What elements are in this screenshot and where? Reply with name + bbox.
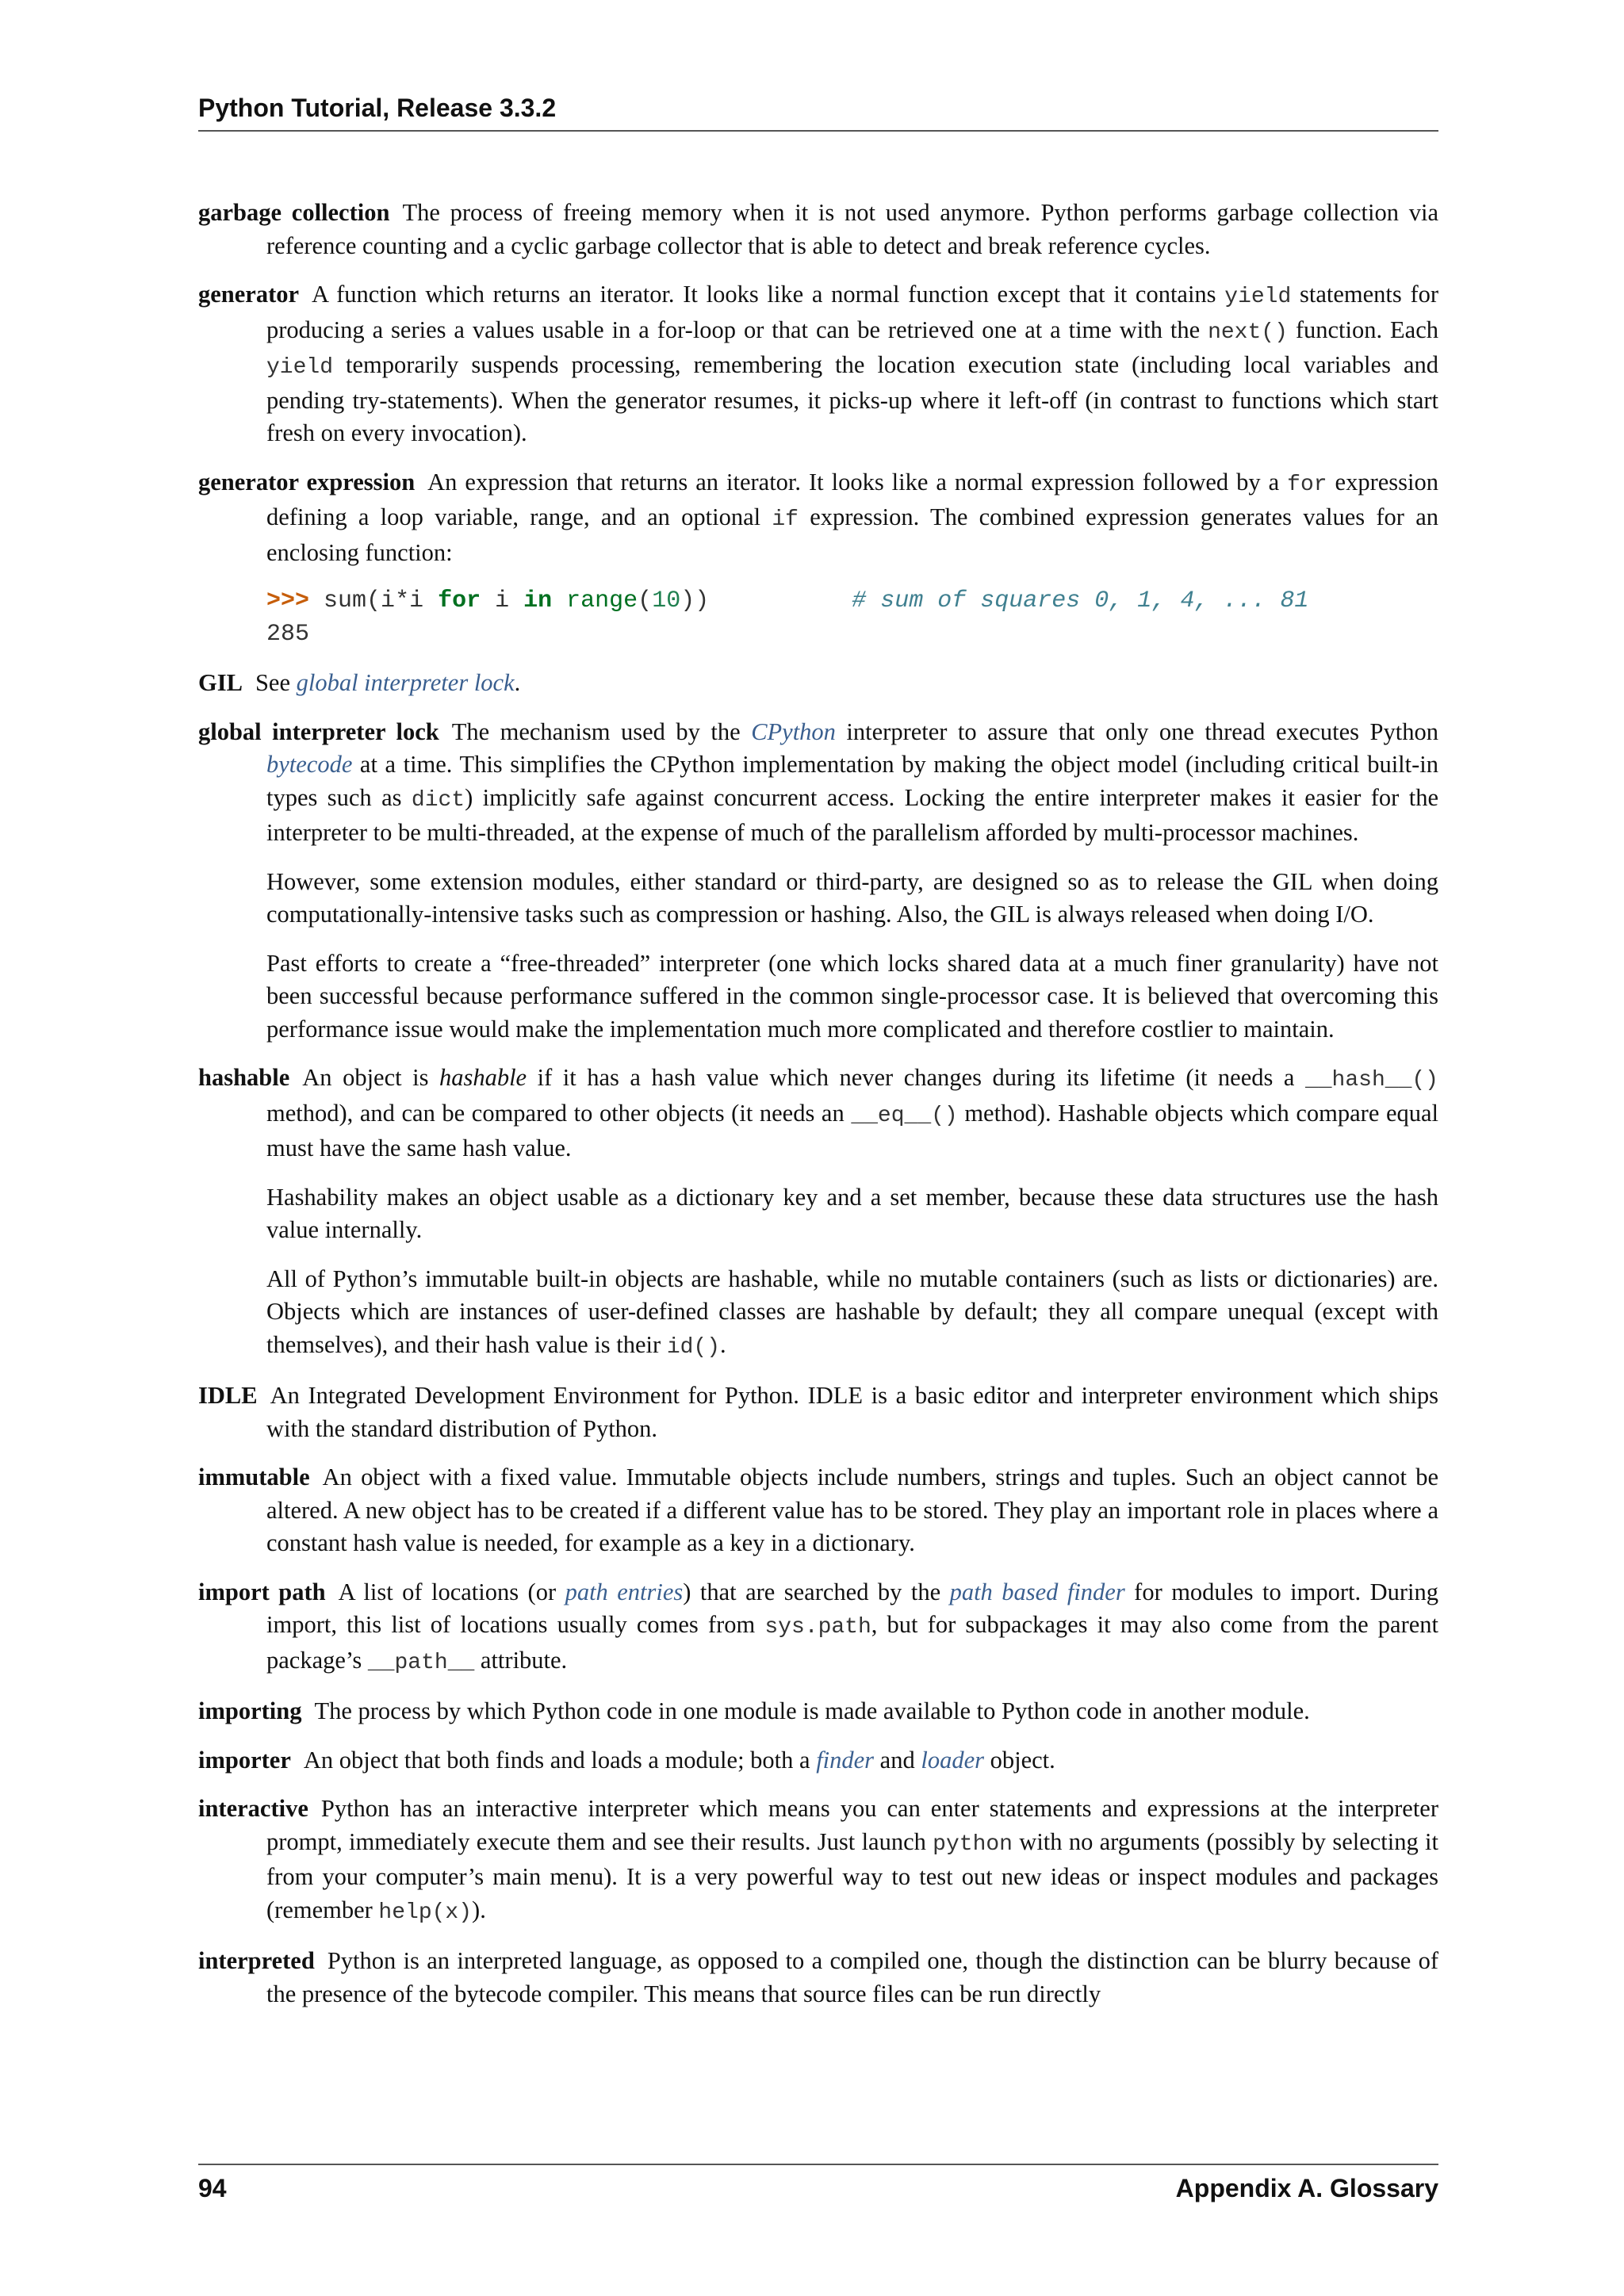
glossary-entry-generator-expression xyxy=(198,466,1438,652)
glossary-list xyxy=(198,197,1438,2026)
code-token: * xyxy=(395,587,410,614)
definition-paragraph: Past efforts to create a “free-threaded” interpreter (one which locks shared data at a much finer granularity) have not been successful because performance suffered in the common single-processor case. It is believed that overcoming this performance issue would make the implementation much more complicated and therefore costlier to maintain. xyxy=(266,949,1438,1043)
inline-code: yield xyxy=(1224,285,1292,309)
code-example[interactable]: >>> sum(i*i for i in range(10)) # sum of squares 0, 1, 4, ... 81 285 xyxy=(266,587,1309,648)
inline-code: for xyxy=(1287,472,1327,497)
glossary-entry-idle xyxy=(198,1380,1438,1445)
glossary-entry-interpreted xyxy=(198,1945,1438,2011)
code-prompt: >>> xyxy=(266,587,310,614)
glossary-term: immutable xyxy=(198,1464,310,1490)
definition-text: attribute. xyxy=(474,1646,568,1674)
code-token: i xyxy=(481,587,524,614)
definition-text: method), and can be compared to other objects (it needs an xyxy=(266,1099,852,1127)
xref-link[interactable]: loader xyxy=(921,1746,984,1774)
definition-text: An object that both finds and loads a module; both a xyxy=(303,1746,817,1774)
glossary-entry-hashable xyxy=(198,1062,1438,1364)
glossary-definition: The process by which Python code in one module is made available to Python code in another module. xyxy=(314,1697,1310,1724)
glossary-term: garbage collection xyxy=(198,199,390,226)
glossary-entry-global-interpreter-lock xyxy=(198,716,1438,1047)
inline-code: dict xyxy=(411,787,465,813)
glossary-entry-garbage-collection xyxy=(198,197,1438,262)
definition-text: and xyxy=(874,1746,921,1774)
glossary-term: GIL xyxy=(198,669,243,696)
definition-text: . xyxy=(720,1330,726,1358)
definition-text: ) implicitly safe against concurrent access. Locking the entire interpreter makes it easier for the interpreter to be multi-threaded, at the expense of much of the parallelism afforded by multi-processor machines. xyxy=(266,783,1438,846)
definition-text: The mechanism used by the xyxy=(451,718,752,745)
definition-paragraph: However, some extension modules, either standard or third-party, are designed so as to release the GIL when doing computationally-intensive tasks such as compression or hashing. Also, the GIL is always released when doing I/O. xyxy=(266,867,1438,928)
glossary-term: hashable xyxy=(198,1064,290,1091)
code-keyword: for xyxy=(438,587,481,614)
definition-text: See xyxy=(255,669,297,696)
inline-code: help(x) xyxy=(378,1900,473,1925)
inline-code: id() xyxy=(666,1334,721,1360)
code-output: 285 xyxy=(266,620,310,648)
glossary-definition: An object with a fixed value. Immutable objects include numbers, strings and tuples. Such an object cannot be altered. A new object has to be created if a different value has to be stored. They play an important role in places where a constant hash value is needed, for example as a key in a dictionary. xyxy=(266,1464,1438,1556)
inline-code: __hash__() xyxy=(1304,1068,1438,1093)
xref-link[interactable]: finder xyxy=(816,1746,875,1774)
code-comment: # sum of squares 0, 1, 4, ... 81 xyxy=(852,587,1309,614)
glossary-term: importer xyxy=(198,1746,291,1774)
definition-text: ) that are searched by the xyxy=(683,1578,950,1605)
xref-link[interactable]: bytecode xyxy=(266,751,353,778)
inline-code: __path__ xyxy=(367,1650,475,1675)
footer-section-title: Appendix A. Glossary xyxy=(1175,2174,1438,2202)
glossary-entry-import-path xyxy=(198,1576,1438,1680)
code-token: i xyxy=(409,587,439,614)
inline-code: if xyxy=(772,507,799,532)
definition-paragraph: Hashability makes an object usable as a dictionary key and a set member, because these data structures use the hash value internally. xyxy=(266,1183,1438,1243)
code-token: (i xyxy=(366,587,396,614)
definition-text: An object is xyxy=(302,1064,439,1091)
definition-text: An expression that returns an iterator. It looks like a normal expression followed by a xyxy=(427,468,1288,496)
glossary-term: global interpreter lock xyxy=(198,718,439,745)
page-header-title: Python Tutorial, Release 3.3.2 xyxy=(198,94,557,122)
definition-text: at a time. This simplifies the CPython implementation by making the object model (including critical built-in types such as xyxy=(266,751,1438,811)
glossary-entry-importer xyxy=(198,1744,1438,1777)
glossary-entry-gil xyxy=(198,667,1438,700)
header-rule xyxy=(198,130,1438,132)
page-number: 94 xyxy=(198,2174,227,2202)
definition-text: function. Each xyxy=(1287,316,1438,343)
glossary-entry-generator xyxy=(198,278,1438,450)
definition-text: ). xyxy=(472,1896,486,1923)
glossary-term: generator xyxy=(198,281,300,308)
definition-text: object. xyxy=(983,1746,1055,1774)
definition-text: method). Hashable objects which compare equal must have the same hash value. xyxy=(266,1099,1439,1161)
definition-text: , but for subpackages it may also come from the parent package’s xyxy=(266,1611,1438,1674)
glossary-term: interpreted xyxy=(198,1947,315,1974)
glossary-term: importing xyxy=(198,1697,302,1724)
definition-text: for modules to import. During import, this list of locations usually comes from xyxy=(266,1578,1438,1638)
code-token: sum xyxy=(324,587,367,614)
inline-code: __eq__() xyxy=(851,1103,958,1128)
definition-text: interpreter to assure that only one thread executes Python xyxy=(835,718,1438,745)
glossary-entry-importing xyxy=(198,1695,1438,1728)
definition-text: All of Python’s immutable built-in objects are hashable, while no mutable containers (such as lists or dictionaries) are. Objects which are instances of user-defined classes are hashable by default; they all compare unequal (except with themselves), and their hash value is their xyxy=(266,1265,1438,1358)
glossary-definition: Python is an interpreted language, as opposed to a compiled one, though the distinction can be blurry because of the presence of the bytecode compiler. This means that source files can be run directly xyxy=(266,1947,1438,2007)
page-footer xyxy=(198,2174,1438,2203)
emphasis: hashable xyxy=(439,1064,527,1091)
definition-text: temporarily suspends processing, remembering the location execution state (including local variables and pending try-statements). When the generator resumes, it picks-up where it left-off (in contrast to functions which start fresh on every invocation). xyxy=(266,351,1438,446)
xref-link[interactable]: path entries xyxy=(565,1578,684,1605)
definition-text: expression defining a loop variable, range, and an optional xyxy=(266,468,1438,530)
glossary-term: interactive xyxy=(198,1795,308,1822)
inline-code: sys.path xyxy=(764,1615,871,1640)
glossary-term: IDLE xyxy=(198,1382,258,1409)
definition-text: with no arguments (possibly by selecting it from your computer’s main menu). It is a very powerful way to test out new ideas or inspect modules and packages (remember xyxy=(266,1827,1439,1923)
inline-code: python xyxy=(933,1831,1013,1857)
definition-text: expression. The combined expression generates values for an enclosing function: xyxy=(266,503,1439,566)
xref-link[interactable]: global interpreter lock xyxy=(296,669,515,696)
definition-text: Python has an interactive interpreter which means you can enter statements and expressions at the interpreter prompt, immediately execute them and see their results. Just launch xyxy=(266,1795,1438,1855)
glossary-entry-interactive xyxy=(198,1793,1438,1929)
code-builtin: range xyxy=(566,587,638,614)
inline-code: yield xyxy=(266,355,334,380)
glossary-term: generator expression xyxy=(198,468,416,496)
glossary-term: import path xyxy=(198,1578,326,1605)
definition-text: A function which returns an iterator. It looks like a normal function except that it contains xyxy=(312,281,1225,308)
inline-code: next() xyxy=(1208,320,1288,345)
glossary-entry-immutable xyxy=(198,1461,1438,1560)
glossary-definition: An Integrated Development Environment for Python. IDLE is a basic editor and interpreter environment which ships with the standard distribution of Python. xyxy=(266,1382,1438,1442)
code-number: 10 xyxy=(652,587,681,614)
definition-paragraph xyxy=(198,1263,1438,1364)
code-keyword: in xyxy=(523,587,553,614)
code-token xyxy=(709,587,852,614)
footer-rule xyxy=(198,2164,1438,2165)
glossary-definition: The process of freeing memory when it is not used anymore. Python performs garbage collection via reference counting and a cyclic garbage collector that is able to detect and break reference cycles. xyxy=(266,199,1438,259)
xref-link[interactable]: CPython xyxy=(751,718,836,745)
definition-text: statements for producing a series a values usable in a for-loop or that can be retrieved one at a time with the xyxy=(266,281,1439,343)
definition-text: . xyxy=(514,669,521,696)
code-token: )) xyxy=(680,587,710,614)
definition-text: A list of locations (or xyxy=(338,1578,565,1605)
definition-text: if it has a hash value which never changes during its lifetime (it needs a xyxy=(527,1064,1305,1091)
xref-link[interactable]: path based finder xyxy=(949,1578,1125,1605)
